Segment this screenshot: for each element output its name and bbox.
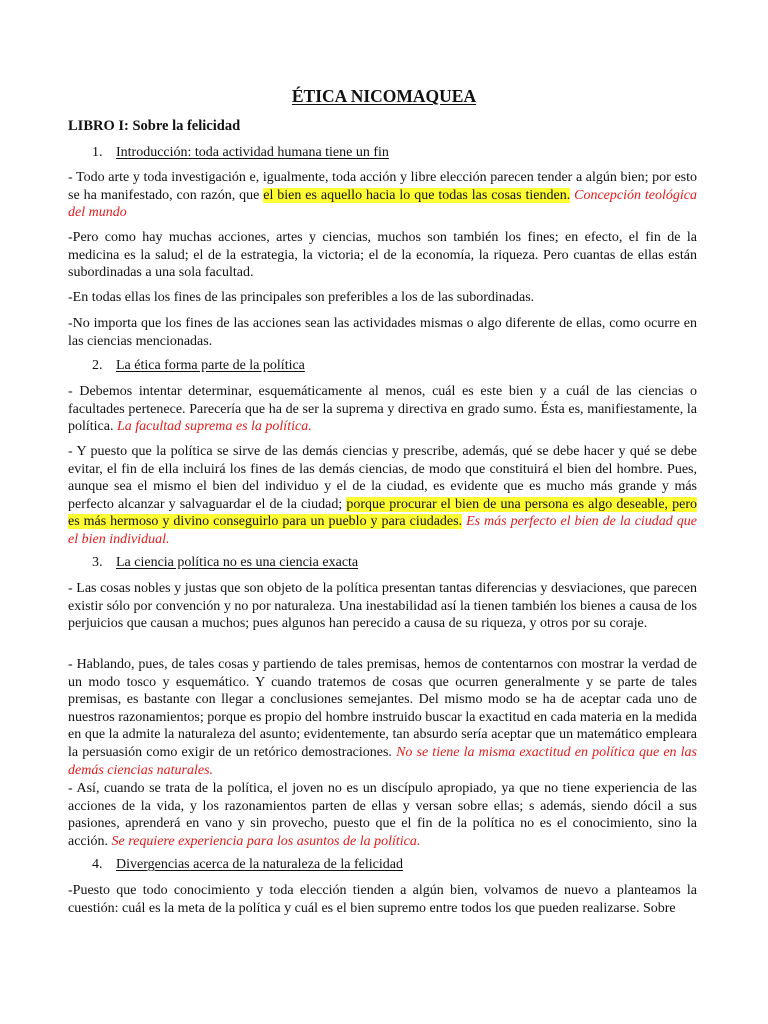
book-heading: LIBRO I: Sobre la felicidad xyxy=(68,118,241,134)
section-heading-1 xyxy=(92,145,389,161)
paragraph-text: - Y puesto que la política se sirve de las demás ciencias y prescribe, además, qué se debe hacer y qué se debe evitar, el fin de ella incluirá los fines de las demás ciencias, de modo que constituirá el bien del hombre. Pues, aunque sea el mismo el bien del individuo y el de la ciudad, es evidente que es mucho más grande y más perfecto alcanzar y salvaguardar el de la ciudad; xyxy=(68,444,697,512)
paragraph-7: - Las cosas nobles y justas que son objeto de la política presentan tantas diferencias y desviaciones, que parecen existir sólo por convención y no por naturaleza. Una inestabilidad así la tienen también los bienes a causa de los perjuicios que causan a muchos; pues algunos han perecido a causa de su riqueza, y otros por su coraje. xyxy=(68,581,697,632)
section-title: La ciencia política no es una ciencia exacta xyxy=(116,555,359,570)
section-heading-3 xyxy=(92,555,358,571)
section-number: 4. xyxy=(92,857,103,872)
paragraph-5 xyxy=(68,383,697,436)
document-title: ÉTICA NICOMAQUEA xyxy=(291,86,477,106)
section-heading-2 xyxy=(92,358,305,374)
paragraph-text: - Hablando, pues, de tales cosas y partiendo de tales premisas, hemos de contentarnos con mostrar la verdad de un modo tosco y esquemático. Y cuando tratemos de cosas que ocurren generalmente y se parte de tales premisas, es bastante con llegar a conclusiones semejantes. Del mismo modo se ha de aceptar cada uno de nuestros razonamientos; porque es propio del hombre instruido buscar la exactitud en cada materia en la medida en que la admite la naturaleza del asunto; evidentemente, tan absurdo sería aceptar que un matemático empleara la persuasión como exigir de un retórico demostraciones. xyxy=(68,657,697,760)
section-number: 1. xyxy=(92,145,103,160)
section-title: Divergencias acerca de la naturaleza de la felicidad xyxy=(116,857,403,872)
annotation-note: No se tiene la misma exactitud en política que en las demás ciencias naturales. xyxy=(68,744,698,778)
annotation-note: Es más perfecto el bien de la ciudad que el bien individual. xyxy=(68,514,697,547)
paragraph-10: -Puesto que todo conocimiento y toda elección tienden a algún bien, volvamos de nuevo a planteamos la cuestión: cuál es la meta de la política y cuál es el bien supremo entre todos los que pueden realizarse. Sobre xyxy=(68,883,697,916)
section-title: Introducción: toda actividad humana tiene un fin xyxy=(116,145,389,160)
section-number: 2. xyxy=(92,358,103,373)
highlighted-text: porque procurar el bien de una persona es algo deseable, pero es más hermoso y divino conseguirlo para un pueblo y para ciudades. xyxy=(68,496,697,530)
section-number: 3. xyxy=(92,555,103,570)
paragraph-9 xyxy=(68,780,697,850)
annotation-note: Concepción teológica del mundo xyxy=(68,187,697,221)
paragraph-6 xyxy=(68,443,697,549)
paragraph-text: - Así, cuando se trata de la política, el joven no es un discípulo apropiado, ya que no tiene experiencia de las acciones de la vida, y los razonamientos parten de ellas y versan sobre ellas; s además, siendo dócil a sus pasiones, aprenderá en vano y sin provecho, puesto que el fin de la política no es el conocimiento, sino la acción. xyxy=(68,781,697,849)
section-title: La ética forma parte de la política xyxy=(116,358,305,373)
paragraph-1 xyxy=(68,169,697,222)
annotation-note: La facultad suprema es la política. xyxy=(117,419,312,435)
section-heading-4 xyxy=(92,857,403,873)
paragraph-2: -Pero como hay muchas acciones, artes y ciencias, muchos son también los fines; en efecto, el fin de la medicina es la salud; el de la estrategia, la victoria; el de la economía, la riqueza. Pero cuantas de ellas están subordinadas a una sola facultad. xyxy=(68,230,697,281)
paragraph-8 xyxy=(68,656,697,779)
highlighted-text: el bien es aquello hacia lo que todas las cosas tienden. xyxy=(263,187,571,203)
paragraph-3: -En todas ellas los fines de las principales son preferibles a los de las subordinadas. xyxy=(68,290,535,305)
paragraph-4: -No importa que los fines de las acciones sean las actividades mismas o algo diferente de ellas, como ocurre en las ciencias mencionadas. xyxy=(68,316,697,349)
paragraph-text: - Debemos intentar determinar, esquemáticamente al menos, cuál es este bien y a cuál de las ciencias o facultades pertenece. Parecería que ha de ser la suprema y directiva en grado sumo. Ésta es, manifiestamente, la política. xyxy=(68,384,697,435)
paragraph-text: - Todo arte y toda investigación e, igualmente, toda acción y libre elección parecen tender a algún bien; por esto se ha manifestado, con razón, que xyxy=(68,170,697,203)
annotation-note: Se requiere experiencia para los asuntos de la política. xyxy=(111,833,421,849)
